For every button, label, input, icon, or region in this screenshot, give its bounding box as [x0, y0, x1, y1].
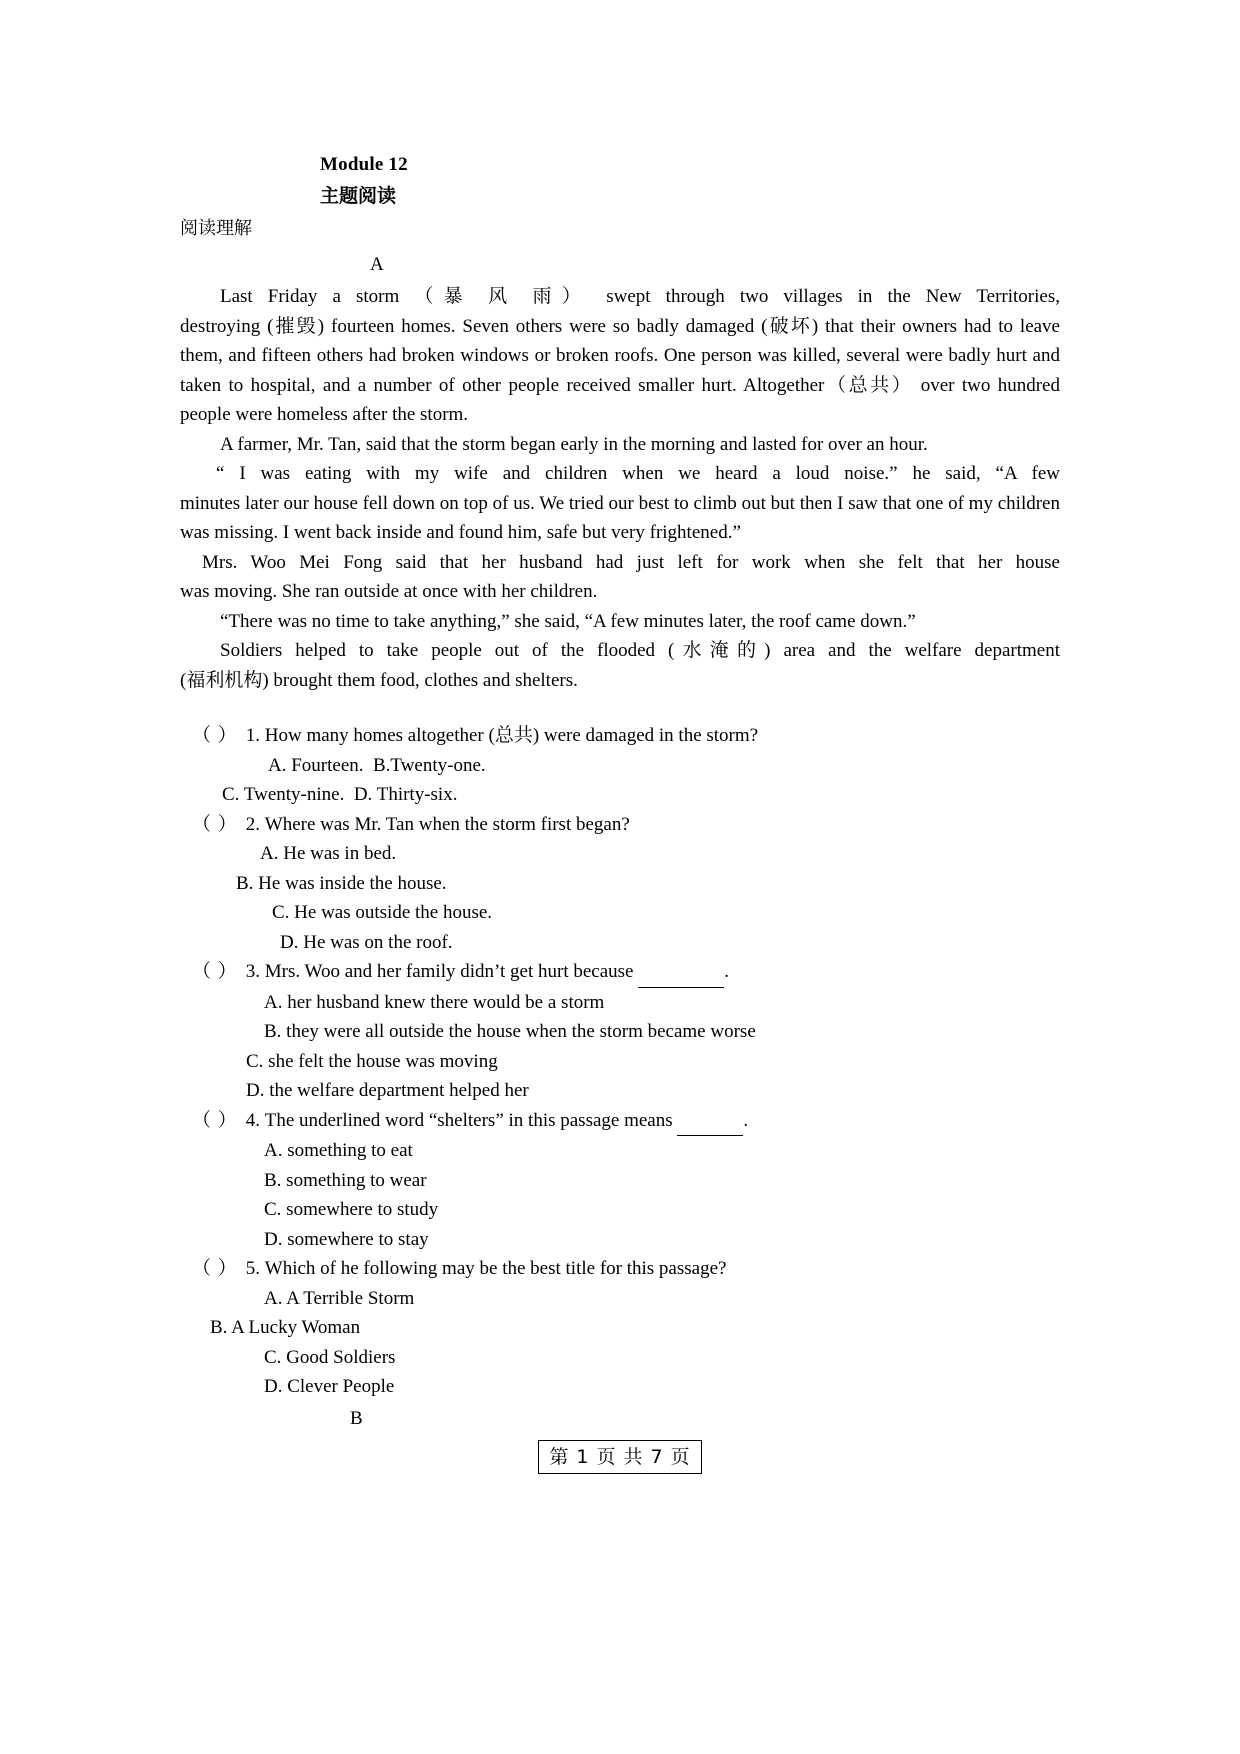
question-stem	[180, 810, 1060, 840]
page-title: Module 12	[320, 154, 408, 175]
question-number: 2.	[245, 813, 265, 835]
fill-in-blank[interactable]	[677, 1106, 743, 1137]
answer-bracket[interactable]: （ ）	[192, 1109, 238, 1131]
question-option-line[interactable]: A. A Terrible Storm	[264, 1287, 415, 1309]
question-number: 3.	[245, 961, 265, 982]
title-block	[320, 150, 1060, 212]
question-stem	[180, 721, 1060, 751]
question-option-line[interactable]: C. somewhere to study	[264, 1199, 439, 1220]
question-text: Mrs. Woo and her family didn’t get hurt because	[264, 961, 639, 982]
question-text-tail: .	[724, 961, 729, 982]
question-option-line[interactable]: D. Clever People	[264, 1376, 395, 1397]
question-text: Where was Mr. Tan when the storm first began?	[264, 813, 630, 835]
question-option-line[interactable]: D. He was on the roof.	[280, 931, 453, 953]
passage-para2: A farmer, Mr. Tan, said that the storm began early in the morning and lasted for over an hour.	[220, 433, 928, 455]
question-option-line[interactable]: A. Fourteen. B.Twenty-one.	[268, 754, 486, 776]
question-option-line[interactable]: C. Good Soldiers	[264, 1346, 396, 1368]
question-item	[180, 810, 1060, 958]
answer-bracket[interactable]: （ ）	[192, 725, 238, 746]
passage-para6-line1: Soldiers helped to take people out of the flooded (水淹的) area and the welfare department	[220, 640, 1060, 661]
question-option-line[interactable]: B. something to wear	[264, 1169, 427, 1191]
question-stem	[180, 1254, 1060, 1284]
question-stem	[180, 1106, 1060, 1137]
question-option-line[interactable]: C. she felt the house was moving	[246, 1050, 498, 1072]
question-option-line[interactable]: C. Twenty-nine. D. Thirty-six.	[222, 784, 458, 805]
question-option-line[interactable]: D. somewhere to stay	[264, 1228, 429, 1250]
question-option-line[interactable]: B. they were all outside the house when the storm became worse	[264, 1021, 756, 1042]
question-text: How many homes altogether (总共) were damaged in the storm?	[264, 725, 759, 746]
passage-para4-line1: Mrs. Woo Mei Fong said that her husband had just left for work when she felt that her house	[202, 551, 1060, 573]
answer-bracket[interactable]: （ ）	[192, 1258, 238, 1279]
question-stem	[180, 957, 1060, 988]
passage-para3-rest: minutes later our house fell down on top of us. We tried our best to climb out but then I saw that one of my children was missing. I went back inside and found him, safe but very frightened.”	[180, 492, 1060, 543]
page-number: 第 1 页 共 7 页	[538, 1440, 701, 1474]
question-option-line[interactable]: B. A Lucky Woman	[210, 1317, 361, 1338]
question-option-line[interactable]: A. her husband knew there would be a storm	[264, 991, 605, 1013]
question-option-line[interactable]: A. something to eat	[264, 1140, 413, 1161]
question-option-line[interactable]: A. He was in bed.	[260, 843, 397, 864]
question-number: 1.	[245, 725, 265, 746]
question-text-tail: .	[743, 1109, 749, 1131]
question-option-line[interactable]: B. He was inside the house.	[236, 872, 447, 894]
question-number: 5.	[245, 1258, 265, 1279]
question-option-line[interactable]: D. the welfare department helped her	[246, 1080, 529, 1101]
passage-para1-line1: Last Friday a storm （暴 风 雨） swept through two villages in the New Territories,	[220, 286, 1060, 307]
passage-para5: “There was no time to take anything,” she said, “A few minutes later, the roof came down.”	[220, 610, 916, 632]
question-item	[180, 1106, 1060, 1255]
passage-para3-line1: “ I was eating with my wife and children when we heard a loud noise.” he said, “A few	[216, 463, 1060, 484]
passage-para6-rest: (福利机构) brought them food, clothes and shelters.	[180, 669, 578, 691]
section-label: 阅读理解	[180, 218, 252, 239]
answer-bracket[interactable]: （ ）	[192, 961, 238, 982]
question-item	[180, 1254, 1060, 1402]
question-item	[180, 721, 1060, 810]
question-text: Which of he following may be the best title for this passage?	[264, 1258, 727, 1279]
passage-a-letter: A	[370, 254, 384, 275]
reading-passage	[180, 282, 1060, 695]
passage-b-letter: B	[350, 1407, 363, 1429]
page-footer	[0, 1440, 1240, 1474]
passage-para1-rest: destroying (摧毁) fourteen homes. Seven others were so badly damaged (破坏) that their owners had to leave them, and fifteen others had broken windows or broken roofs. One person was killed, several were badly hurt and taken to hospital, and a number of other people received smaller hurt. Altogether（总共） over two hundred people were homeless after the storm.	[180, 315, 1060, 425]
question-item	[180, 957, 1060, 1106]
passage-para4-rest: was moving. She ran outside at once with her children.	[180, 581, 598, 602]
answer-bracket[interactable]: （ ）	[192, 813, 238, 835]
subject-title: 主题阅读	[320, 185, 397, 207]
questions-list	[180, 721, 1060, 1402]
question-number: 4.	[245, 1109, 265, 1131]
question-text: The underlined word “shelters” in this passage means	[264, 1109, 678, 1131]
question-option-line[interactable]: C. He was outside the house.	[272, 902, 493, 923]
fill-in-blank[interactable]	[638, 957, 724, 988]
